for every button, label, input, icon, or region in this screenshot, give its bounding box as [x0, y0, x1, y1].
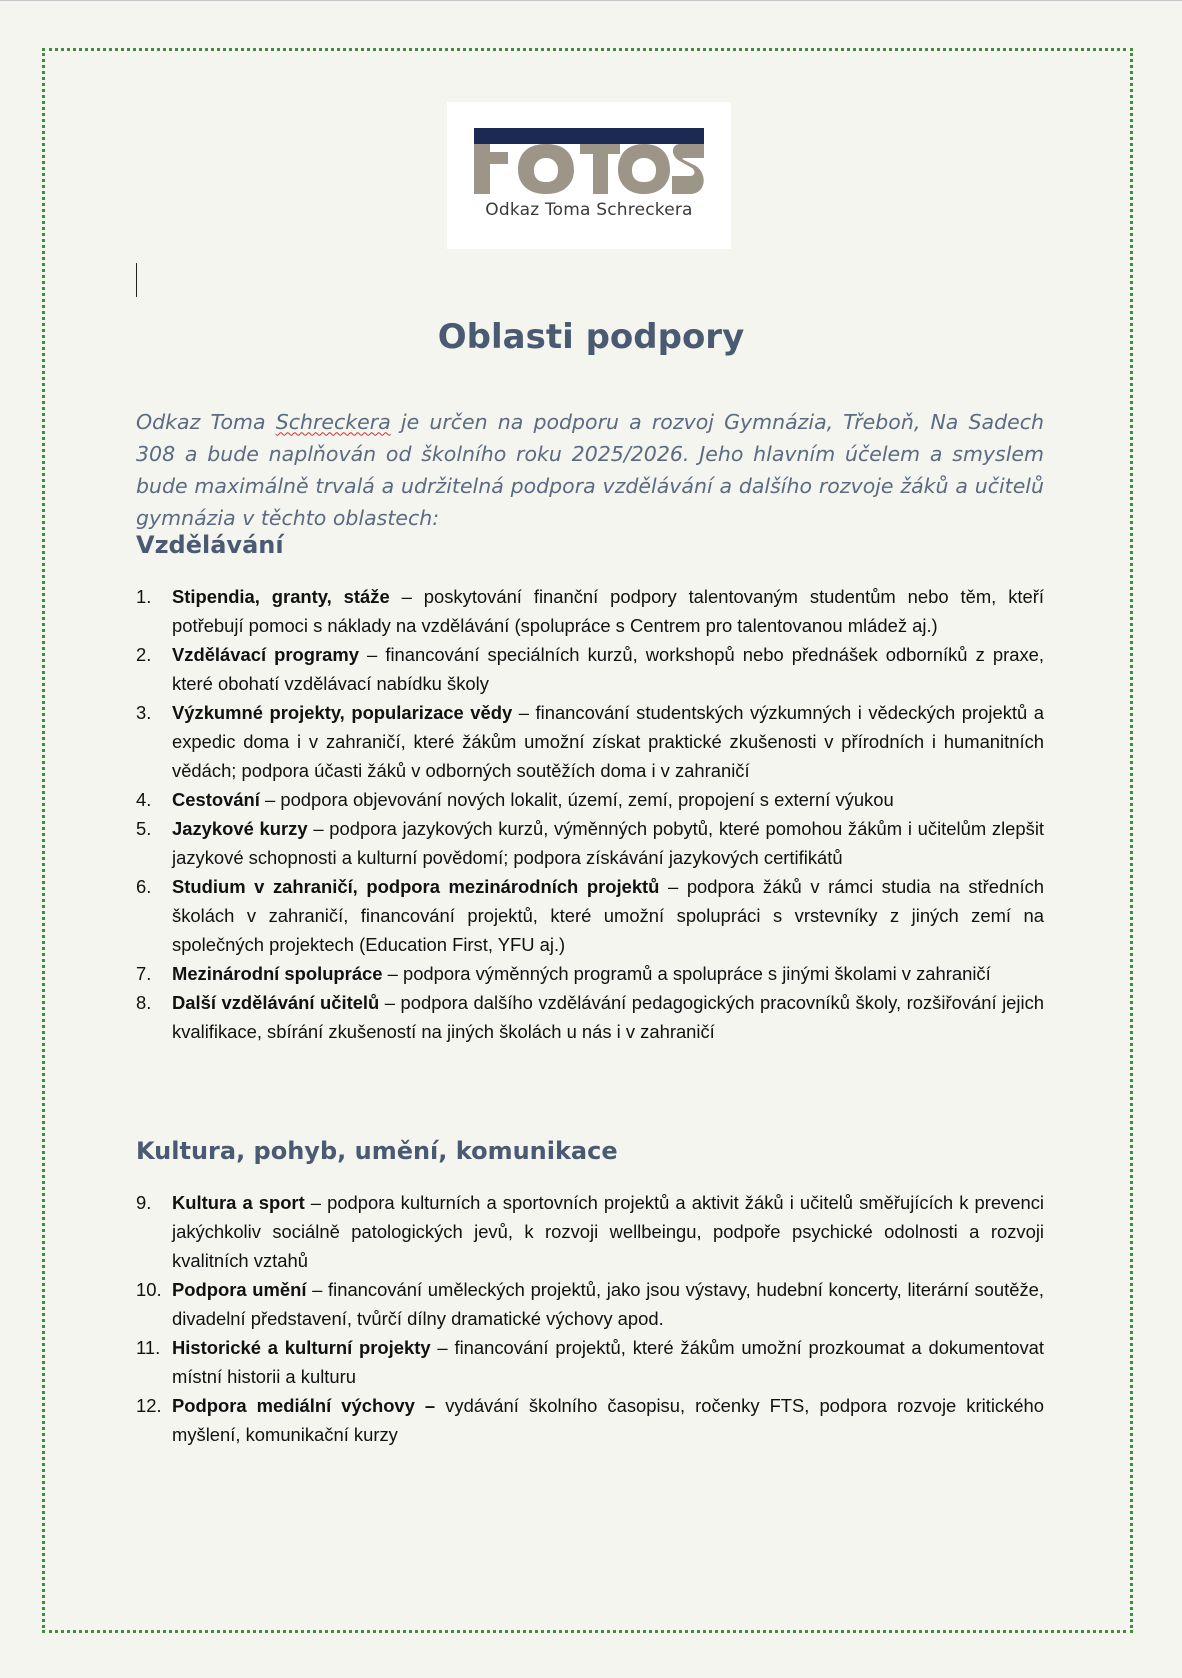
list-item — [136, 1188, 1044, 1275]
list-item-description: – poskytování finanční podpory talentovaným studentům nebo těm, kteří potřebují pomoci s náklady na vzdělávání (spolupráce s Centrem pro talentovanou mládež aj.) — [172, 586, 1044, 636]
list-item-description: – podpora dalšího vzdělávání pedagogických pracovníků školy, rozšiřování jejich kvalifikace, sbírání zkušeností na jiných školách u nás i v zahraničí — [172, 992, 1044, 1042]
list-item-description: – podpora výměnných programů a spolupráce s jinými školami v zahraničí — [382, 963, 991, 984]
support-list-kultura — [136, 1188, 1044, 1449]
fotos-logo — [447, 102, 731, 249]
window-top-edge — [0, 0, 1182, 1]
list-item-number: 4. — [136, 789, 152, 810]
text-cursor — [136, 263, 137, 297]
list-item — [136, 1333, 1044, 1391]
support-list-vzdelavani — [136, 582, 1044, 1046]
section-heading-vzdelavani: Vzdělávání — [136, 531, 284, 559]
list-item — [136, 988, 1044, 1046]
list-item-term: Kultura a sport — [172, 1192, 305, 1213]
list-item-number: 5. — [136, 818, 152, 839]
list-item-number: 6. — [136, 876, 152, 897]
section-heading-kultura: Kultura, pohyb, umění, komunikace — [136, 1137, 618, 1165]
list-item-description: vydávání školního časopisu, ročenky FTS, podpora rozvoje kritického myšlení, komunikační kurzy — [172, 1395, 1044, 1445]
list-item — [136, 640, 1044, 698]
logo-tagline: Odkaz Toma Schreckera — [485, 200, 693, 220]
list-item — [136, 872, 1044, 959]
list-item-number: 2. — [136, 644, 152, 665]
list-item-number: 8. — [136, 992, 152, 1013]
list-item-term: Mezinárodní spolupráce — [172, 963, 383, 984]
spellcheck-flagged-word[interactable]: Schreckera — [275, 409, 391, 434]
list-item-number: 10. — [136, 1279, 162, 1300]
list-item — [136, 785, 1044, 814]
list-item-description: – financování studentských výzkumných i vědeckých projektů a expedic doma i v zahraničí, které žákům umožní získat praktické zkušenosti v přírodních i humanitních vědách; podpora účasti žáků v odborných soutěžích doma i v zahraničí — [172, 702, 1044, 781]
list-item — [136, 698, 1044, 785]
list-item-number: 7. — [136, 963, 152, 984]
intro-text-rest: je určen na podporu a rozvoj Gymnázia, Třeboň, Na Sadech 308 a bude naplňován od školního roku 2025/2026. Jeho hlavním účelem a smyslem bude maximálně trvalá a udržitelná podpora vzdělávání a dalšího rozvoje žáků a učitelů gymnázia v těchto oblastech: — [136, 409, 1044, 530]
list-item-description: – podpora žáků v rámci studia na středních školách v zahraničí, financování projektů, které umožní spolupráci s vrstevníky z jiných zemí na společných projektech (Education First, YFU aj.) — [172, 876, 1044, 955]
list-item-description: – podpora objevování nových lokalit, území, zemí, propojení s externí výukou — [259, 789, 894, 810]
list-item-term: Jazykové kurzy — [172, 818, 308, 839]
list-item-term: Stipendia, granty, stáže — [172, 586, 390, 607]
fotos-wordmark-icon — [474, 128, 704, 194]
list-item — [136, 814, 1044, 872]
list-item-term: Studium v zahraničí, podpora mezinárodních projektů — [172, 876, 660, 897]
list-item-description: – podpora jazykových kurzů, výměnných pobytů, které pomohou žákům i učitelům zlepšit jazykové schopnosti a kulturní povědomí; podpora získávání jazykových certifikátů — [172, 818, 1045, 868]
list-item-description: – financování projektů, které žákům umožní prozkoumat a dokumentovat místní historii a kulturu — [172, 1337, 1044, 1387]
intro-text-start: Odkaz Toma — [136, 409, 276, 434]
list-item-description: – financování uměleckých projektů, jako jsou výstavy, hudební koncerty, literární soutěže, divadelní představení, tvůrčí dílny dramatické výchovy apod. — [172, 1279, 1045, 1329]
list-item — [136, 582, 1044, 640]
list-item-term: Cestování — [172, 789, 260, 810]
list-item-term: Podpora umění — [172, 1279, 307, 1300]
list-item-description: – financování speciálních kurzů, workshopů nebo přednášek odborníků z praxe, které obohatí vzdělávací nabídku školy — [172, 644, 1044, 694]
list-item-number: 3. — [136, 702, 152, 723]
list-item — [136, 1391, 1044, 1449]
list-item-description: – podpora kulturních a sportovních projektů a aktivit žáků i učitelů směřujících k prevenci jakýchkoliv sociálně patologických jevů, k rozvoji wellbeingu, podpoře psychické odolnosti a rozvoji kvalitních vztahů — [172, 1192, 1044, 1271]
list-item-term: Výzkumné projekty, popularizace vědy — [172, 702, 513, 723]
list-item-number: 11. — [136, 1337, 161, 1358]
list-item-term: Další vzdělávání učitelů — [172, 992, 380, 1013]
list-item-term: Historické a kulturní projekty — [172, 1337, 431, 1358]
list-item — [136, 1275, 1044, 1333]
list-item-term: Podpora mediální výchovy – — [172, 1395, 436, 1416]
list-item — [136, 959, 1044, 988]
intro-paragraph — [136, 406, 1044, 534]
list-item-number: 12. — [136, 1395, 162, 1416]
list-item-number: 1. — [136, 586, 152, 607]
page-title: Oblasti podpory — [437, 317, 745, 357]
list-item-number: 9. — [136, 1192, 152, 1213]
list-item-term: Vzdělávací programy — [172, 644, 359, 665]
